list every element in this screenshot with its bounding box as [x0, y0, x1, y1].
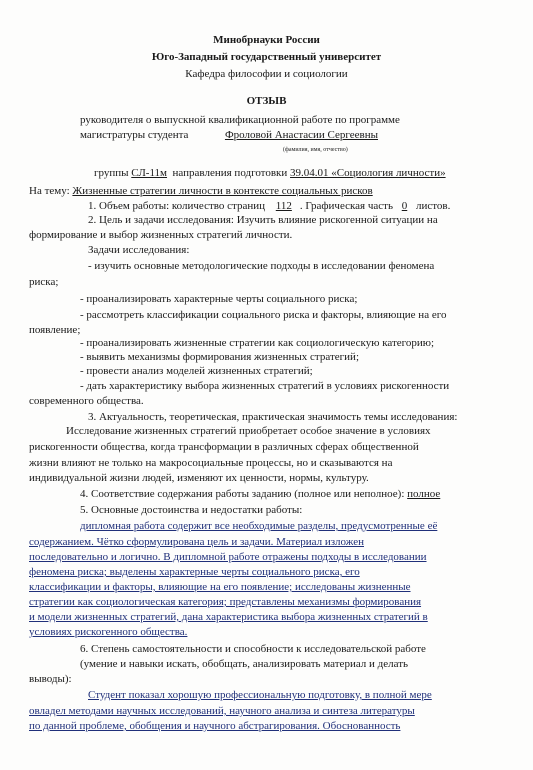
item-5-heading: 5. Основные достоинства и недостатки работы:	[80, 504, 303, 516]
item-3-heading: 3. Актуальность, теоретическая, практическая значимость темы исследования:	[88, 411, 458, 423]
university-heading: Юго-Западный государственный университет	[151, 51, 382, 63]
item-2-line-1: 2. Цель и задачи исследования: Изучить влияние рискогенной ситуации на	[88, 214, 438, 226]
task-line: - изучить основные методологические подходы в исследовании феномена	[88, 260, 435, 272]
department-heading: Кафедра философии и социологии	[185, 68, 348, 80]
sheets-count: 0	[401, 200, 408, 212]
item-3-line: Исследование жизненных стратегий приобретает особое значение в условиях	[66, 425, 431, 437]
tasks-heading: Задачи исследования:	[88, 244, 190, 256]
group-value: СЛ-11м	[131, 167, 168, 179]
item-4: 4. Соответствие содержания работы заданию (полное или неполное): полное	[80, 488, 441, 500]
item-5-line: классификации и факторы, влияющие на его появление; исследованы жизненные	[29, 581, 411, 593]
document-title: ОТЗЫВ	[246, 95, 287, 107]
item-3-line: жизни влияют не только на макросоциальные процессы, но и сказываются на	[29, 457, 393, 469]
intro-line-1: руководителя о выпускной квалификационной работе по программе	[80, 114, 400, 126]
item-5-line: содержанием. Чётко сформулирована цель и задачи. Материал изложен	[29, 536, 364, 548]
item-5-line: феномена риска; выделены характерные черты социального риска, его	[29, 566, 360, 578]
intro-line-2: магистратуры студента Фроловой Анастасии Сергеевны	[80, 129, 438, 142]
group-line: группы СЛ-11м направления подготовки 39.04.01 «Социология личности»	[94, 167, 446, 179]
task-line: - дать характеристику выбора жизненных стратегий в условиях рискогенности	[80, 380, 450, 392]
item-6-sub: (умение и навыки искать, обобщать, анализировать материал и делать	[80, 658, 409, 670]
item-5-line: и модели жизненных стратегий, дана характеристика выбора жизненных стратегий в	[29, 611, 428, 623]
task-line: - проанализировать характерные черты социального риска;	[80, 293, 358, 305]
item-3-line: индивидуальной жизни людей, изменяют их ценности, нормы, культуру.	[29, 472, 369, 484]
direction-value: 39.04.01 «Социология личности»	[290, 167, 446, 179]
task-line: - провести анализ моделей жизненных стратегий;	[80, 365, 313, 377]
item-4-answer: полное	[407, 488, 441, 500]
item-1: 1. Объем работы: количество страниц 112 . Графическая часть 0 листов.	[88, 200, 451, 212]
item-3-line: рискогенности общества, когда трансформации в различных сферах общественной	[29, 441, 419, 453]
item-6-line: по данной проблеме, обобщения и научного абстрагирования. Обоснованность	[29, 720, 401, 732]
student-name: Фроловой Анастасии Сергеевны	[224, 129, 379, 141]
task-line: появление;	[29, 324, 81, 336]
task-line: современного общества.	[29, 395, 144, 407]
student-name-hint: (фамилия, имя, отчество)	[283, 147, 348, 153]
task-line: риска;	[29, 276, 59, 288]
item-5-line: стратегии как социологическая категория; представлены механизмы формирования	[29, 596, 422, 608]
topic-value: Жизненные стратегии личности в контексте социальных рисков	[72, 185, 373, 197]
ministry-heading: Минобрнауки России	[213, 34, 320, 46]
topic-line: На тему: Жизненные стратегии личности в контексте социальных рисков	[29, 185, 373, 197]
task-line: - рассмотреть классификации социального риска и факторы, влияющие на его	[80, 309, 447, 321]
item-5-line: условиях рискогенного общества.	[29, 626, 188, 638]
item-6-sub: выводы):	[29, 673, 72, 685]
item-2-line-2: формирование и выбор жизненных стратегий личности.	[29, 229, 293, 241]
item-5-line: дипломная работа содержит все необходимые разделы, предусмотренные её	[80, 520, 438, 532]
item-5-line: последовательно и логично. В дипломной работе отражены подходы в исследовании	[29, 551, 427, 563]
item-6-line: Студент показал хорошую профессиональную подготовку, в полной мере	[88, 689, 432, 701]
task-line: - выявить механизмы формирования жизненных стратегий;	[80, 351, 360, 363]
item-6-heading: 6. Степень самостоятельности и способности к исследовательской работе	[80, 643, 426, 655]
pages-count: 112	[275, 200, 292, 212]
task-line: - проанализировать жизненные стратегии как социологическую категорию;	[80, 337, 435, 349]
item-6-line: овладел методами научных исследований, научного анализа и синтеза литературы	[29, 705, 415, 717]
